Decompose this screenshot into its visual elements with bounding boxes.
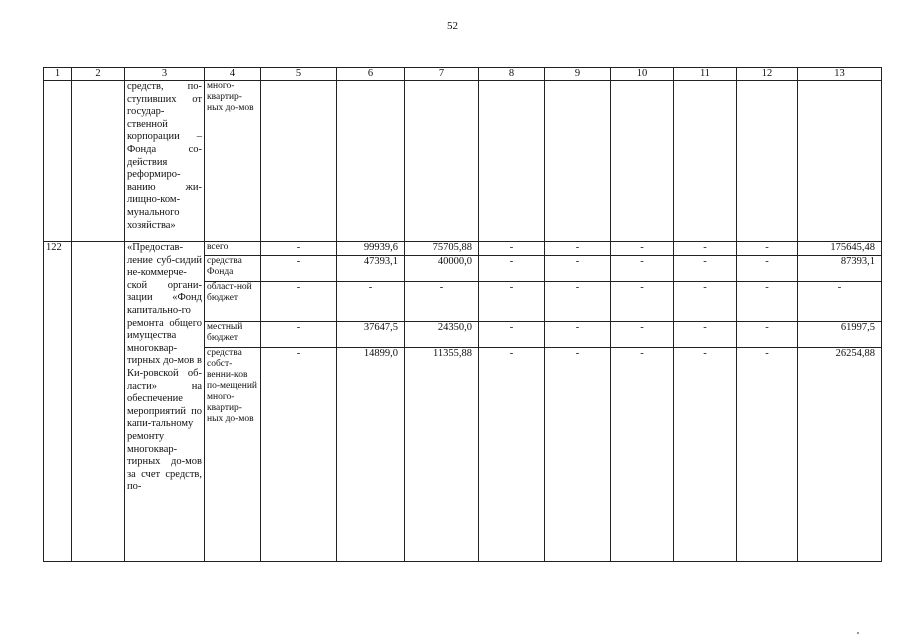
value-cell: - [545,348,611,562]
col-header: 10 [611,68,674,81]
col-header: 13 [798,68,882,81]
item-description: «Предостав-ление суб-сидий не-коммерче-ской органи-зации «Фонд капитально-го ремонта общего имущества многоквар-тирных до-мов в Ки-ровской об-ласти» на обеспечение мероприятий по капи-тальному ремонту многоквар-тирных до-мов за счет средств, по- [125,242,205,562]
table-cell [261,81,337,242]
col-header: 11 [674,68,737,81]
value-cell: 99939,6 [337,242,405,256]
value-cell: 75705,88 [405,242,479,256]
continuation-source: много-квартир-ных до-мов [205,81,261,242]
value-cell: - [405,282,479,322]
value-cell: - [545,256,611,282]
item-number: 122 [44,242,72,562]
value-cell: - [737,322,798,348]
table-cell [737,81,798,242]
program-table [43,67,882,562]
value-cell: 14899,0 [337,348,405,562]
value-cell: - [798,282,882,322]
value-cell: - [545,282,611,322]
continuation-description: средств, по-ступивших от государ-ственной корпорации – Фонда со-действия реформиро-ванию жи-лищно-ком-мунального хозяйства» [125,81,205,242]
value-cell: - [261,242,337,256]
col-header: 6 [337,68,405,81]
value-cell: 87393,1 [798,256,882,282]
value-cell: 47393,1 [337,256,405,282]
item-row-total [44,242,882,256]
table-cell [72,242,125,562]
value-cell: - [737,282,798,322]
value-cell: - [479,322,545,348]
col-header: 5 [261,68,337,81]
value-cell: - [737,256,798,282]
table-cell [72,81,125,242]
value-cell: - [674,282,737,322]
funding-source: средства Фонда [205,256,261,282]
col-header: 4 [205,68,261,81]
table-cell [798,81,882,242]
value-cell: - [611,322,674,348]
table-cell [44,81,72,242]
value-cell: - [611,348,674,562]
funding-source: местный бюджет [205,322,261,348]
page-number: 52 [447,20,458,32]
value-cell: - [479,256,545,282]
value-cell: - [479,242,545,256]
column-number-row [44,68,882,81]
col-header: 7 [405,68,479,81]
value-cell: 61997,5 [798,322,882,348]
value-cell: - [611,282,674,322]
value-cell: - [261,256,337,282]
value-cell: - [737,348,798,562]
value-cell: - [737,242,798,256]
value-cell: - [611,256,674,282]
value-cell: - [674,256,737,282]
value-cell: - [545,322,611,348]
value-cell: - [261,348,337,562]
col-header: 1 [44,68,72,81]
col-header: 12 [737,68,798,81]
value-cell: - [674,348,737,562]
value-cell: - [479,282,545,322]
funding-source: средства собст-венни-ков по-мещений много-квартир-ных до-мов [205,348,261,562]
value-cell: - [674,322,737,348]
funding-source: област-ной бюджет [205,282,261,322]
col-header: 2 [72,68,125,81]
value-cell: - [479,348,545,562]
table-cell [611,81,674,242]
value-cell: - [674,242,737,256]
value-cell: 40000,0 [405,256,479,282]
value-cell: 37647,5 [337,322,405,348]
table-cell [545,81,611,242]
funding-source: всего [205,242,261,256]
value-cell: 26254,88 [798,348,882,562]
scan-speck [857,632,859,634]
value-cell: - [611,242,674,256]
value-cell: - [261,282,337,322]
value-cell: - [337,282,405,322]
value-cell: 24350,0 [405,322,479,348]
table-cell [479,81,545,242]
col-header: 3 [125,68,205,81]
col-header: 9 [545,68,611,81]
value-cell: 175645,48 [798,242,882,256]
table-cell [405,81,479,242]
value-cell: - [261,322,337,348]
col-header: 8 [479,68,545,81]
continuation-row [44,81,882,242]
table-cell [337,81,405,242]
value-cell: 11355,88 [405,348,479,562]
table-cell [674,81,737,242]
value-cell: - [545,242,611,256]
